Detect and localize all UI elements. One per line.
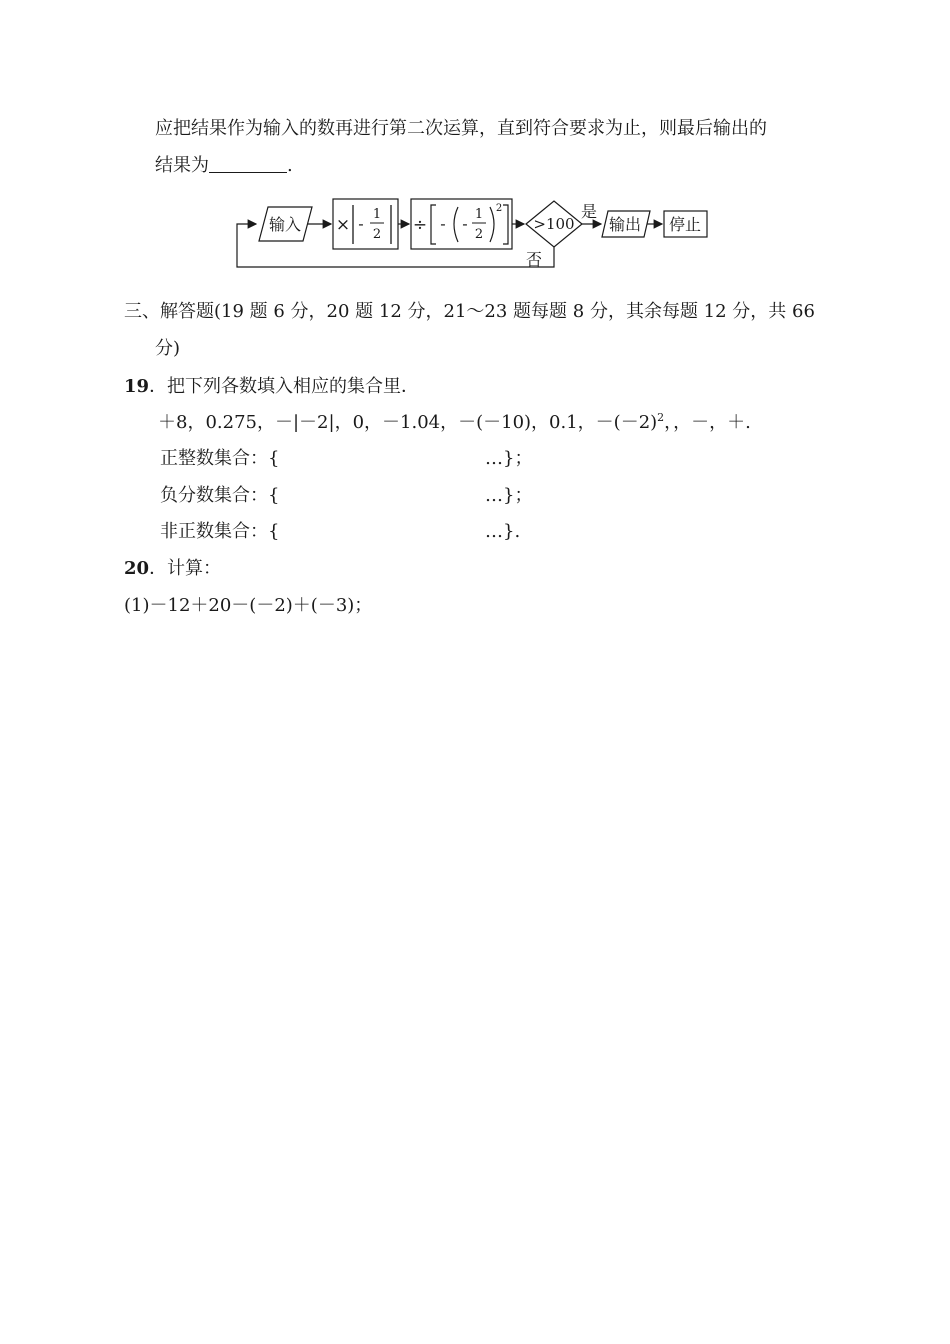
q19-number: 19 [124,376,150,397]
q19-numbers-a: ＋8，0.275，－|－2|，0，－1.04，－(－10)，0.1，－(－2) [158,412,658,433]
no-label: 否 [525,250,543,269]
section3-line-1: 三、解答题(19 题 6 分，20 题 12 分，21～23 题每题 8 分，其余每题 12 分，共 66 [124,301,815,322]
set-positive-integers [160,447,533,471]
section3-line-2: 分) [155,338,181,359]
multiply-sign: × [335,215,351,235]
condition-label: >100 [533,215,575,233]
q20-text: ．计算： [149,558,222,579]
q19-stem [124,375,419,399]
frac1-den: 2 [372,227,382,242]
q19-numbers [158,411,751,435]
q20-number: 20 [124,558,150,579]
bracket-minus-1: - [440,214,446,233]
multiply-minus: - [358,214,364,233]
q19-numbers-sup: 2 [657,411,665,424]
set-end: …}； [485,448,533,469]
set-end: …}； [485,485,533,506]
q19-numbers-b: ，，－，＋. [664,412,751,433]
q20-stem [124,557,221,581]
frac2-den: 2 [474,227,484,242]
q19-text: ．把下列各数填入相应的集合里． [149,376,420,397]
q20-part1: (1)－12＋20－(－2)＋(－3)； [124,595,373,616]
set-non-positive [160,520,521,544]
set-end: …}. [485,521,521,542]
yes-label: 是 [580,202,598,221]
bracket-minus-2: - [462,214,468,233]
intro-suffix: . [287,155,293,176]
intro-line-1: 应把结果作为输入的数再进行第二次运算，直到符合要求为止，则最后输出的 [155,118,767,139]
set-label: 非正数集合：{ [160,521,280,542]
square-bracket-left [431,205,436,244]
flowchart [0,0,950,280]
set-label: 负分数集合：{ [160,485,280,506]
exponent: 2 [495,203,503,214]
stop-label: 停止 [668,215,702,234]
divide-sign: ÷ [412,215,428,235]
input-label: 输入 [268,215,302,234]
set-label: 正整数集合：{ [160,448,280,469]
intro-prefix: 结果为 [155,155,209,176]
set-negative-fractions [160,484,533,508]
frac1-num: 1 [372,207,382,222]
paren-left [454,207,458,242]
output-label: 输出 [608,215,642,234]
frac2-num: 1 [474,207,484,222]
paren-right [490,207,494,242]
square-bracket-right [503,205,508,244]
